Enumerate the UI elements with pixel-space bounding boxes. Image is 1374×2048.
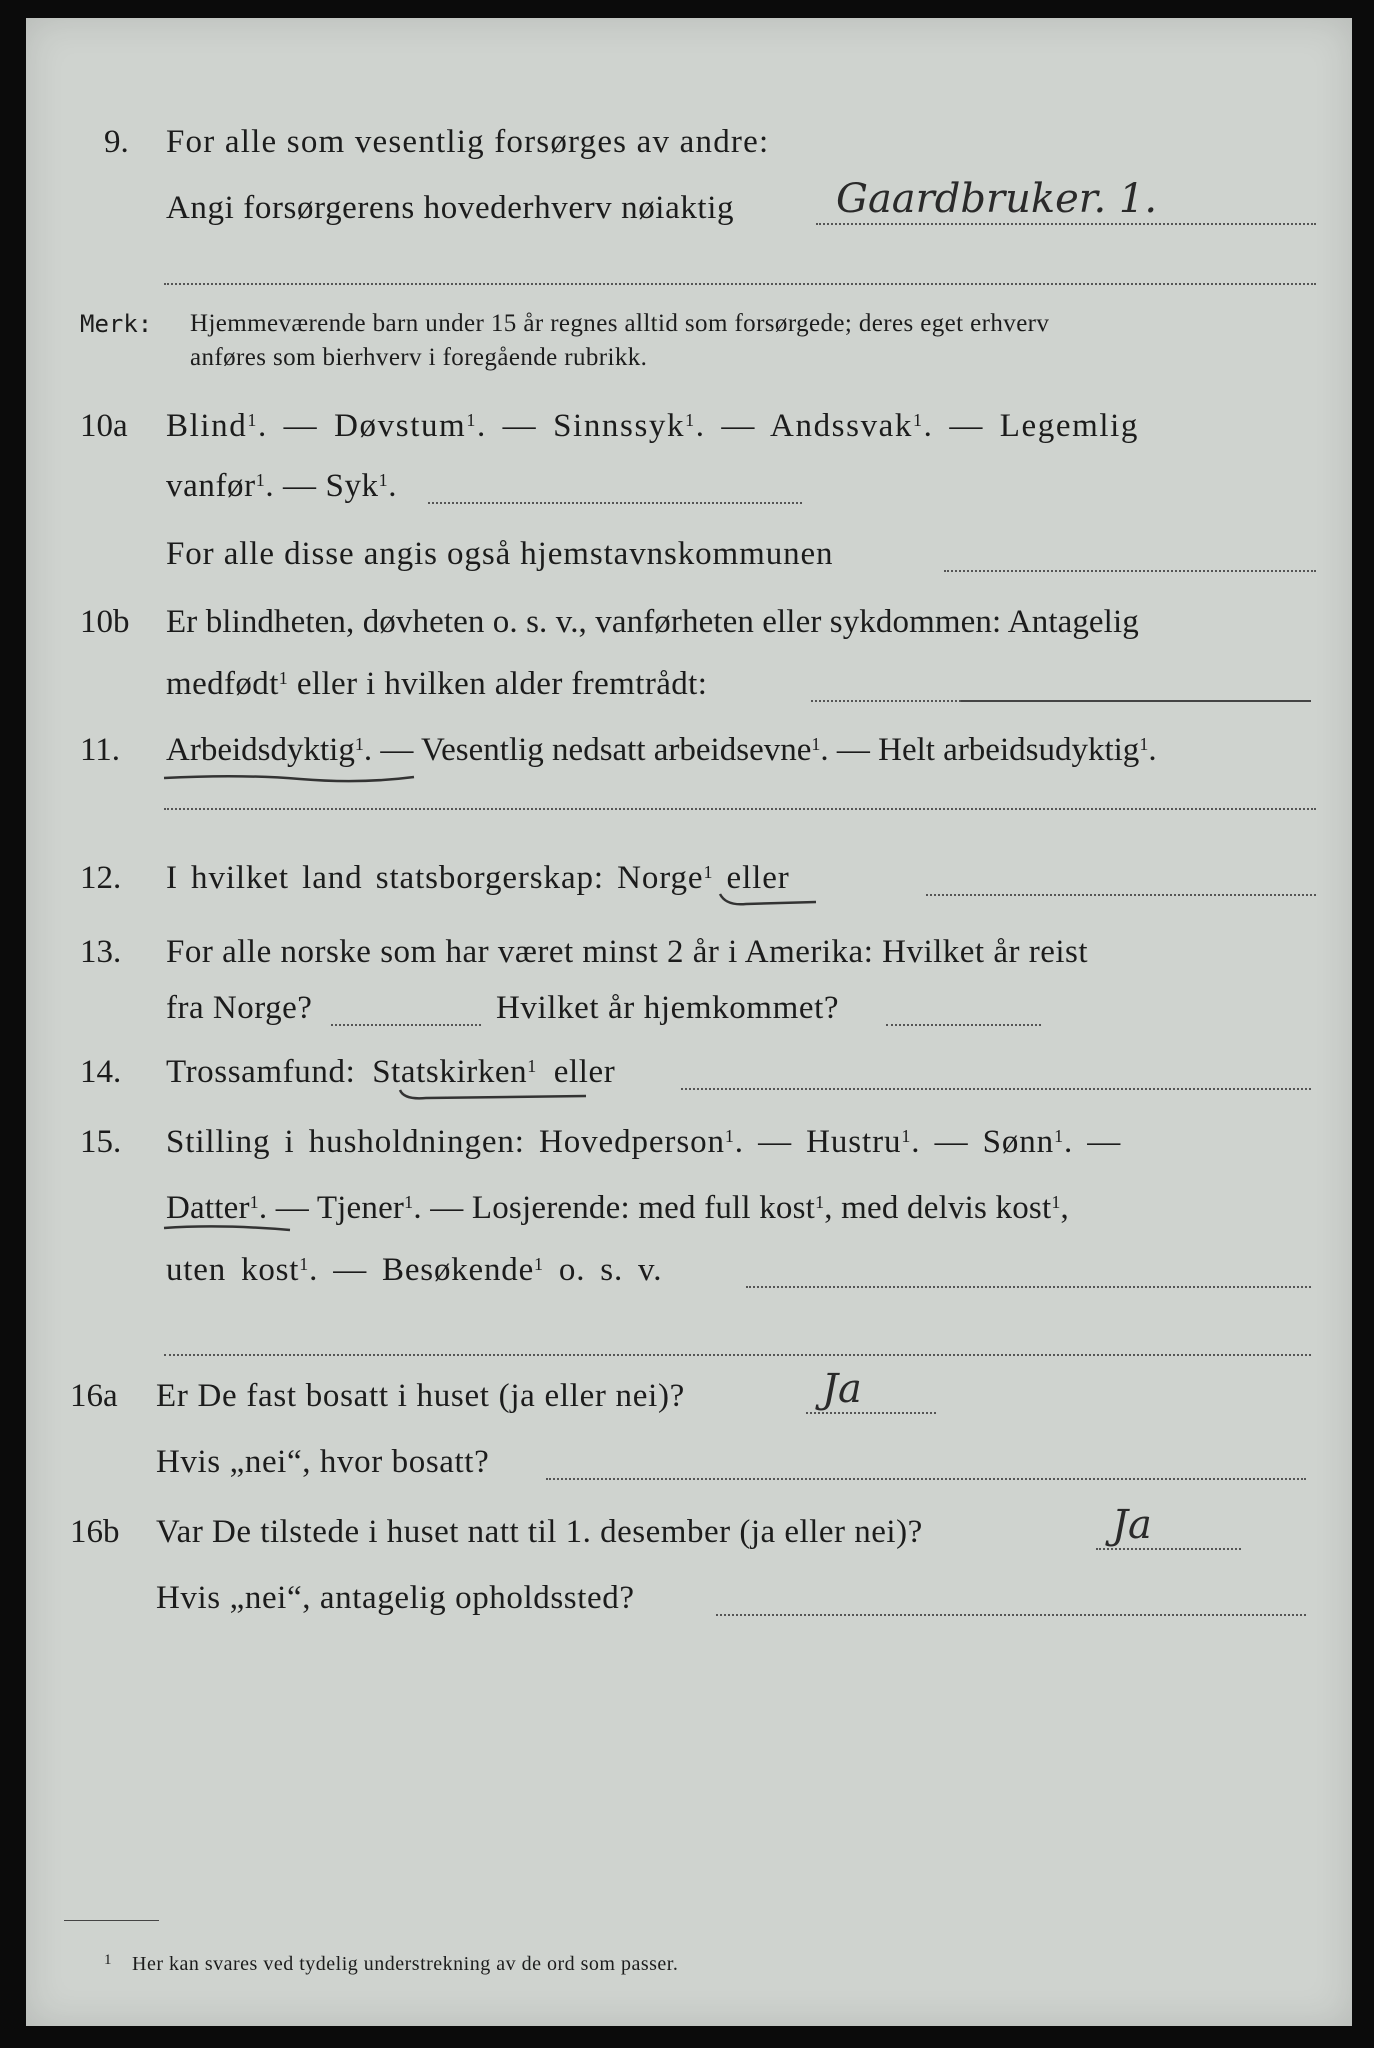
q14-text-1: Trossamfund: Statskirken$^1$ eller: [166, 1054, 616, 1090]
q14-answer-line: [681, 1088, 1311, 1090]
q15-text-2: Datter$^1$. — Tjener$^1$. — Losjerende: med full kost$^1$, med delvis kost$^1$,: [166, 1190, 1069, 1226]
q13-number: 13.: [80, 934, 122, 970]
q10a-text-3: For alle disse angis også hjemstavnskommunen: [166, 536, 834, 572]
q10b-line-solid: [961, 700, 1311, 702]
merk-line2: [26, 342, 1352, 382]
q9-line1: [26, 122, 1352, 162]
q16b-text-2: Hvis „nei“, antagelig opholdssted?: [156, 1580, 635, 1616]
q11-number: 11.: [80, 732, 121, 768]
q11-pen-underline: [160, 770, 420, 784]
q15-text-1: Stilling i husholdningen: Hovedperson$^1$. — Hustru$^1$. — Sønn$^1$. —: [166, 1124, 1122, 1160]
q10b-line-dotted: [811, 700, 961, 702]
census-form-page: [26, 18, 1352, 2026]
q11-extra-line: [164, 808, 1316, 810]
footnote: [26, 1944, 1352, 1984]
q16a-text-1: Er De fast bosatt i huset (ja eller nei)?: [156, 1378, 686, 1414]
q16a-answer-line: [806, 1412, 936, 1414]
footnote-text: Her kan svares ved tydelig understrekning av de ord som passer.: [132, 1953, 679, 1975]
q14-line1: [26, 1052, 1352, 1092]
q13-text-1: For alle norske som har været minst 2 år i Amerika: Hvilket år reist: [166, 934, 1089, 970]
q13-text-2a: fra Norge?: [166, 990, 313, 1026]
q16b-line1: [26, 1512, 1352, 1552]
q10b-line2: [26, 664, 1352, 704]
q9-handwritten-answer: Gaardbruker. 1.: [836, 176, 1158, 222]
q12-pen-underline: [716, 888, 826, 910]
q16a-bosatt-line: [546, 1478, 1306, 1480]
q16a-line2: [26, 1442, 1352, 1482]
merk-text-2: anføres som bierhverv i foregående rubrikk.: [190, 344, 648, 371]
q16a-line1: [26, 1376, 1352, 1416]
q10a-line2: [26, 466, 1352, 506]
q12-line1: [26, 858, 1352, 898]
q10a-hjemstavn-line: [944, 570, 1316, 572]
q10b-text-2: medfødt$^1$ eller i hvilken alder fremtrådt:: [166, 666, 708, 702]
q10a-line1: [26, 406, 1352, 446]
q10a-number: 10a: [80, 408, 128, 444]
q16b-opholdssted-line: [716, 1614, 1306, 1616]
q13-hjemkommet-line: [886, 1024, 1041, 1026]
q10a-text-1: Blind$^1$. — Døvstum$^1$. — Sinnssyk$^1$. — Andssvak$^1$. — Legemlig: [166, 408, 1140, 444]
q9-text-2: Angi forsørgerens hovederhverv nøiaktig: [166, 190, 735, 226]
q11-text-1: Arbeidsdyktig$^1$. — Vesentlig nedsatt arbeidsevne$^1$. — Helt arbeidsudyktig$^1$.: [166, 732, 1157, 768]
q11-line1: [26, 730, 1352, 770]
q15-line3: [26, 1250, 1352, 1290]
q16b-text-1: Var De tilstede i huset natt til 1. desember (ja eller nei)?: [156, 1514, 923, 1550]
q14-pen-underline: [396, 1082, 596, 1104]
q16a-text-2: Hvis „nei“, hvor bosatt?: [156, 1444, 490, 1480]
q15-pen-underline: [160, 1218, 300, 1238]
q9-extra-line: [164, 283, 1316, 285]
q15-number: 15.: [80, 1124, 122, 1160]
q10a-line3: [26, 534, 1352, 574]
q15-extra-line: [164, 1354, 1311, 1356]
q15-line1: [26, 1122, 1352, 1162]
q16a-number: 16a: [70, 1378, 118, 1414]
q9-answer-line: [816, 223, 1316, 225]
q16b-number: 16b: [70, 1514, 120, 1550]
q10a-text-2: vanfør$^1$. — Syk$^1$.: [166, 468, 398, 504]
q13-text-2b: Hvilket år hjemkommet?: [496, 990, 840, 1026]
q16b-handwritten-answer: Ja: [1112, 1502, 1152, 1548]
q12-answer-line: [926, 894, 1316, 896]
q9-number: 9.: [104, 124, 129, 160]
q9-text-1: For alle som vesentlig forsørges av andre:: [166, 124, 770, 160]
q15-text-3: uten kost$^1$. — Besøkende$^1$ o. s. v.: [166, 1252, 663, 1288]
q10b-line1: [26, 602, 1352, 642]
q14-number: 14.: [80, 1054, 122, 1090]
q13-line1: [26, 932, 1352, 972]
q12-number: 12.: [80, 860, 122, 896]
merk-label: Merk:: [80, 310, 153, 338]
q13-line2: [26, 988, 1352, 1028]
q16a-handwritten-answer: Ja: [822, 1366, 862, 1412]
q16b-line2: [26, 1578, 1352, 1618]
q10b-text-1: Er blindheten, døvheten o. s. v., vanførheten eller sykdommen: Antagelig: [166, 604, 1139, 640]
footnote-rule: [64, 1920, 159, 1921]
q12-text-1: I hvilket land statsborgerskap: Norge$^1$ eller: [166, 860, 790, 896]
q16b-answer-line: [1096, 1548, 1241, 1550]
q15-answer-line: [746, 1286, 1311, 1288]
merk-text-1: Hjemmeværende barn under 15 år regnes alltid som forsørgede; deres eget erhverv: [190, 310, 1050, 337]
q13-reist-line: [331, 1024, 481, 1026]
footnote-mark: 1: [104, 1952, 112, 1968]
q10a-syk-line: [428, 502, 802, 504]
q10b-number: 10b: [80, 604, 130, 640]
